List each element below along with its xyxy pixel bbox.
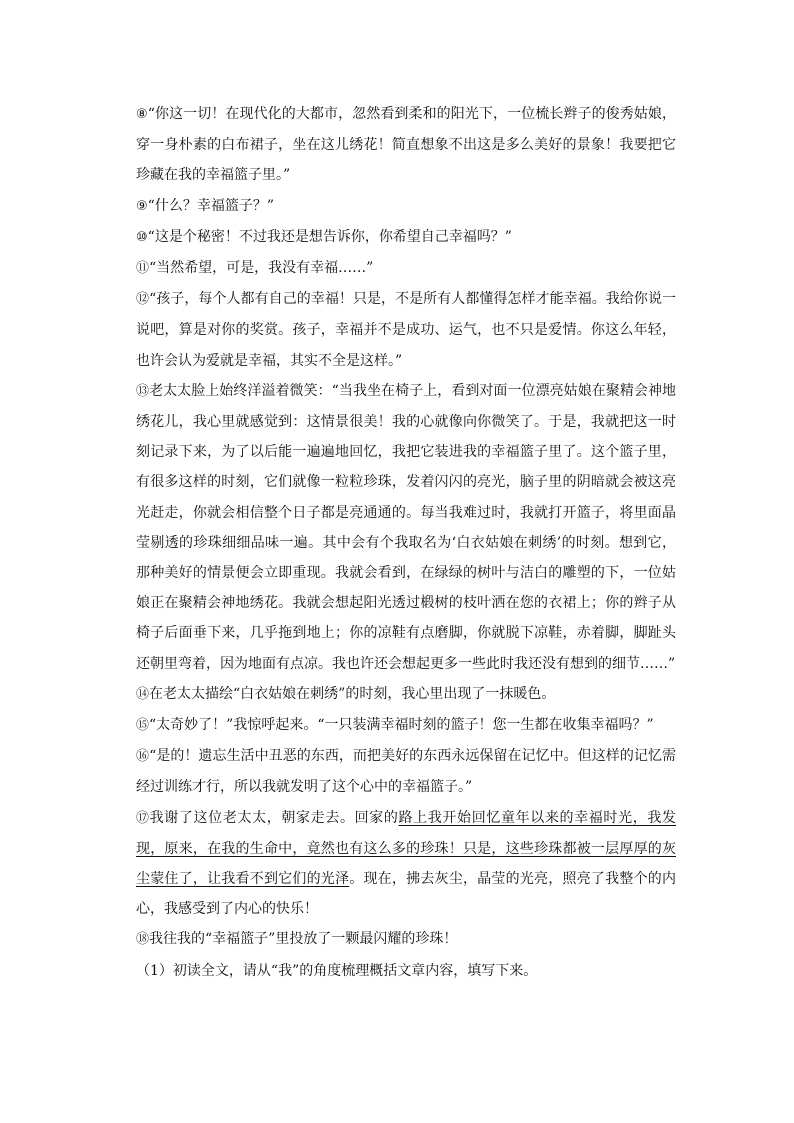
paragraph-9: [136, 191, 676, 222]
paragraph-text: “是的！遗忘生活中丑恶的东西，而把美好的东西永远保留在记忆中。但这样的记忆需经过训练才行，所以我就发明了这个心中的幸福篮子。”: [136, 748, 676, 796]
paragraph-number: ⑭: [136, 686, 150, 702]
paragraph-text: “这是个秘密！不过我还是想告诉你，你希望自己幸福吗？”: [147, 228, 512, 245]
paragraph-text: “你这一切！在现代化的大都市，忽然看到柔和的阳光下，一位梳长辫子的俊秀姑娘，穿一身朴素的白布裙子，坐在这儿绣花！简直想象不出这是多么美好的景象！我要把它珍藏在我的幸福篮子里。”: [136, 106, 677, 184]
paragraph-text: “太奇妙了！”我惊呼起来。“一只装满幸福时刻的篮子！您一生都在收集幸福吗？”: [149, 717, 654, 734]
paragraph-number: ⑱: [136, 932, 150, 948]
paragraph-text: 老太太脸上始终洋溢着微笑：“当我坐在椅子上，看到对面一位漂亮姑娘在聚精会神地绣花儿，我心里就感觉到：这情景很美！我的心就像向你微笑了。于是，我就把这一时刻记录下来，为了以后能一遍遍地回忆，我把它装进我的幸福篮子里了。这个篮子里，有很多这样的时刻，它们就像一粒粒珍珠，发着闪闪的亮光，脑子里的阴暗就会被这亮光赶走，你就会相信整个日子都是亮通通的。每当我难过时，我就打开篮子，将里面晶莹剔透的珍珠细细品味一遍。其中会有个我取名为‘白衣姑娘在刺绣’的时刻。想到它，那种美好的情景便会立即重现。我就会看到，在绿绿的树叶与洁白的雕塑的下，一位姑娘正在聚精会神地绣花。我就会想起阳光透过椴树的枝叶洒在您的衣裙上；你的辫子从椅子后面垂下来，几乎拖到地上；你的凉鞋有点磨脚，你就脱下凉鞋，赤着脚，脚趾头还朝里弯着，因为地面有点凉。我也许还会想起更多一些此时我还没有想到的细节……”: [136, 382, 676, 672]
paragraph-18: [136, 924, 676, 955]
question-number: （1）: [136, 962, 173, 979]
paragraph-number: ⑯: [136, 749, 150, 765]
paragraph-number: ⑫: [136, 292, 150, 308]
paragraph-11: [136, 253, 676, 284]
paragraph-text: “当然希望，可是，我没有幸福……”: [149, 260, 374, 277]
question-1: [136, 956, 676, 986]
paragraph-number: ⑪: [136, 261, 150, 277]
paragraph-number: ⑬: [136, 383, 150, 399]
paragraph-text: 在老太太描绘“白衣姑娘在刺绣”的时刻，我心里出现了一抹暖色。: [149, 685, 556, 702]
question-text: 初读全文，请从“我”的角度梳理概括文章内容，填写下来。: [172, 962, 538, 979]
paragraph-number: ⑩: [136, 229, 148, 245]
paragraph-number: ⑮: [136, 718, 150, 734]
paragraph-12: [136, 284, 676, 376]
paragraph-10: [136, 222, 676, 253]
underlined-sentence: 路上我开始回忆童年以来的幸福时光，我发现，原来，在我的生命中，竟然也有这么多的珍珠！只是，这些珍珠都被一层厚厚的灰尘蒙住了，让我看不到它们的光泽: [136, 809, 676, 888]
paragraph-14: [136, 679, 676, 710]
paragraph-16: [136, 741, 676, 802]
article-body: [136, 99, 676, 986]
paragraph-number: ⑧: [136, 107, 148, 122]
paragraph-17: [136, 803, 676, 925]
paragraph-text: 我往我的“幸福篮子”里投放了一颗最闪耀的珍珠！: [149, 931, 458, 948]
paragraph-8: [136, 99, 676, 191]
paragraph-number: ⑰: [136, 810, 150, 826]
paragraph-text-before: 我谢了这位老太太，朝家走去。回家的: [149, 809, 399, 826]
paragraph-15: [136, 710, 676, 741]
paragraph-text-after: 。现在，拂去灰尘，晶莹的光亮，照亮了我整个的内心，我感受到了内心的快乐！: [136, 871, 677, 918]
paragraph-number: ⑨: [136, 198, 148, 214]
paragraph-13: [136, 376, 676, 679]
paragraph-text: “孩子，每个人都有自己的幸福！只是，不是所有人都懂得怎样才能幸福。我给你说一说吧，算是对你的奖赏。孩子，幸福并不是成功、运气，也不只是爱情。你这么年轻，也许会认为爱就是幸福，其实不全是这样。”: [136, 291, 676, 369]
paragraph-text: “什么？幸福篮子？”: [147, 197, 274, 214]
